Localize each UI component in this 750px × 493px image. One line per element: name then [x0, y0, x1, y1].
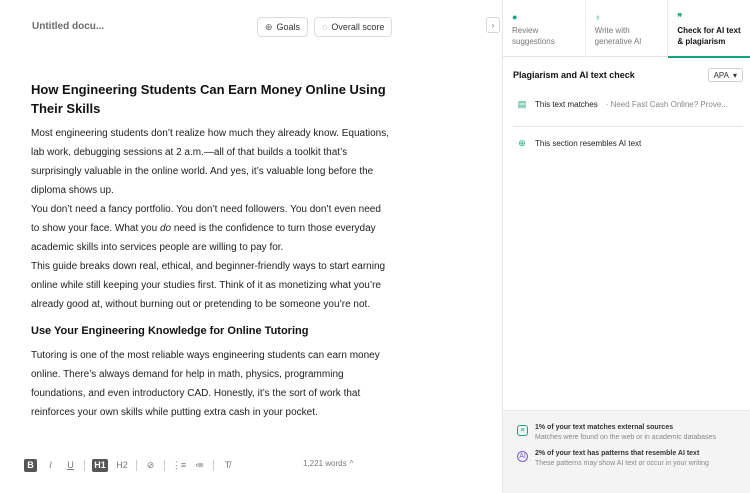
italic-button[interactable]: I [49, 460, 52, 470]
top-actions [257, 17, 392, 37]
link-icon[interactable]: ⊘ [146, 459, 155, 470]
heading1-button[interactable]: H1 [92, 459, 108, 472]
tab-ai-plagiarism[interactable] [668, 0, 750, 57]
section-heading: Use Your Engineering Knowledge for Online Tutoring [31, 325, 309, 337]
tab-label: Check for AI text & plagiarism [677, 26, 741, 46]
ai-icon: AI [517, 451, 528, 462]
section-header [513, 68, 743, 82]
bulb-icon: ♁ [594, 12, 602, 22]
goals-label: Goals [276, 22, 301, 32]
panel-tabs [503, 0, 750, 57]
chevron-up-icon: ^ [349, 459, 354, 468]
summary-footer [503, 410, 750, 493]
score-ring-icon: ◌ [322, 22, 328, 32]
overall-score-button[interactable] [314, 17, 392, 37]
grammarly-icon: ● [512, 12, 518, 22]
summary-subtitle: Matches were found on the web or in academic databases [535, 434, 716, 441]
emphasis-text: do [159, 223, 172, 234]
paragraph-text: You don’t need a fancy portfolio. You don’t need followers. You don’t even need to show your face. What you [31, 204, 381, 234]
result-detail: · Need Fast Cash Online? Prove... [605, 99, 728, 109]
bullet-list-icon[interactable]: ≔ [195, 459, 204, 470]
summary-title: 1% of your text matches external sources [535, 424, 674, 431]
underline-button[interactable]: U [67, 460, 74, 470]
section-title: Plagiarism and AI text check [513, 70, 635, 80]
document-icon: ≡ [517, 425, 528, 436]
format-toolbar [24, 456, 234, 474]
document-heading: How Engineering Students Can Earn Money Online Using Their Skills [31, 82, 386, 116]
plagiarism-match-item[interactable] [517, 99, 742, 109]
paragraph: This guide breaks down real, ethical, and beginner-friendly ways to start earning online while still keeping your studies first. Think of it as monetizing what you’re already good at, without burning out or pretending to be someone you’re not. [31, 261, 386, 310]
citation-style-value: APA [713, 70, 729, 80]
word-count-button[interactable] [303, 459, 353, 468]
caret-down-icon: ▾ [732, 70, 737, 80]
result-label: This text matches [535, 99, 598, 109]
chevron-right-icon: › [491, 20, 495, 30]
ordered-list-icon[interactable]: ⋮≡ [171, 459, 187, 470]
overall-score-label: Overall score [331, 22, 385, 32]
paragraph: Most engineering students don’t realize how much they already know. Equations, lab work, debugging sessions at 2 a.m.—all of that builds a toolkit that’s surprisingly valuable in the online world. And yes, it’s valuable long before the diploma shows up. [31, 128, 389, 196]
summary-title: 2% of your text has patterns that resemble AI text [535, 450, 700, 457]
plagiarism-summary [517, 423, 716, 443]
document-match-icon: ▤ [517, 99, 527, 109]
goals-button[interactable] [257, 17, 308, 37]
document-body[interactable] [31, 80, 391, 422]
toolbar-divider [213, 460, 214, 471]
divider [513, 126, 743, 127]
ai-pattern-icon: ⊕ [518, 138, 526, 148]
result-label: This section resembles AI text [535, 138, 642, 148]
bold-button[interactable]: B [24, 459, 37, 472]
paragraph [31, 200, 391, 257]
summary-subtitle: These patterns may show AI text or occur in your writing [535, 460, 709, 467]
ai-text-summary [517, 449, 709, 469]
quote-icon: ❞ [677, 12, 683, 22]
clear-format-icon[interactable]: T̸ [224, 460, 231, 470]
assistant-panel [502, 0, 750, 493]
goals-icon: ⊛ [265, 21, 273, 32]
tab-review-suggestions[interactable] [503, 0, 586, 57]
toolbar-divider [164, 460, 165, 471]
tab-label: Write with generative AI [594, 26, 642, 46]
tab-generative-ai[interactable] [586, 0, 669, 57]
collapse-panel-button[interactable] [486, 17, 500, 33]
word-count: 1,221 words [303, 459, 347, 468]
paragraph-text: need is the confidence to turn those everyday academic skills into services people are willing to pay for. [31, 223, 376, 253]
scroll-fade [0, 436, 502, 456]
document-title[interactable]: Untitled docu... [32, 21, 105, 32]
citation-style-select[interactable] [708, 68, 743, 82]
ai-text-match-item[interactable] [517, 138, 742, 148]
heading2-button[interactable]: H2 [116, 460, 128, 470]
toolbar-divider [136, 460, 137, 471]
toolbar-divider [84, 460, 85, 471]
paragraph: Tutoring is one of the most reliable ways engineering students can earn money online. There’s always demand for help in math, physics, programming foundations, and even introductory CAD. Honestly, it’s the sort of work that reinforces your own skills while putting extra cash in your pocket. [31, 350, 380, 418]
tab-label: Review suggestions [512, 26, 555, 46]
